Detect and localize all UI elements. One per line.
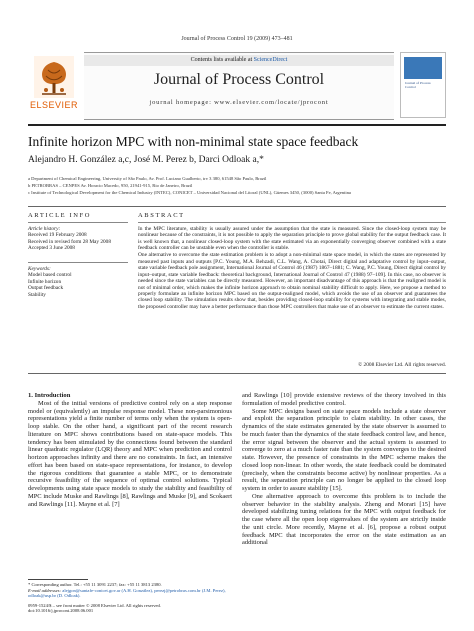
keyword-item: Infinite horizon — [28, 278, 62, 285]
article-title: Infinite horizon MPC with non-minimal state space feedback — [28, 134, 359, 149]
email-addresses[interactable]: alejgon@santafe-conicet.gov.ar (A.H. González), perezj@petrobras.com.br (J.M. Perez), odloak@usp.br (D. Odloak). — [28, 587, 226, 599]
abstract-heading: ABSTRACT — [138, 212, 185, 219]
article-info-rule — [28, 222, 128, 223]
email-label: E-mail addresses: — [28, 587, 63, 593]
abstract-bottom-rule — [28, 373, 446, 374]
affiliation-b: b PETROBRAS – CENPES Av. Horacio Macedo, 950, 21941-915, Rio de Janeiro, Brazil — [28, 183, 193, 188]
sciencedirect-link[interactable]: ScienceDirect — [253, 57, 288, 63]
keyword-item: Stability — [28, 291, 46, 298]
journal-homepage[interactable]: journal homepage: www.elsevier.com/locate/jprocont — [149, 99, 329, 106]
history-revised: Received in revised form 28 May 2008 — [28, 238, 111, 245]
abstract-copyright: © 2008 Elsevier Ltd. All rights reserved. — [358, 362, 446, 368]
affiliation-a: a Department of Chemical Engineering, University of São Paulo, Av. Prof. Luciano Gualberto, trv 3 380, 61548 São Paulo, Brazil — [28, 176, 267, 181]
history-label: Article history: — [28, 226, 61, 232]
history-received: Received 19 February 2008 — [28, 232, 87, 239]
corresponding-author-note: * Corresponding author. Tel.: +55 11 3091 2237; fax: +55 11 3813 2380. — [28, 582, 162, 587]
journal-citation: Journal of Process Control 19 (2009) 473–481 — [181, 36, 293, 42]
body-column-right — [242, 392, 446, 547]
journal-masthead — [84, 52, 394, 120]
article-history — [28, 226, 128, 252]
abstract-rule — [138, 222, 446, 223]
body-paragraph: and Rawlings [10] provide extensive reviews of the theory involved in this formulation of model predictive control. — [242, 392, 446, 407]
history-accepted: Accepted 3 June 2008 — [28, 245, 75, 252]
cover-title: Journal of Process Control — [405, 81, 431, 89]
affiliation-rule — [28, 206, 446, 207]
article-info-heading: ARTICLE INFO — [28, 212, 92, 219]
journal-banner — [28, 52, 446, 118]
abstract-paragraph: One alternative to overcome the state estimation problem is to adopt a non-minimal state space model, in which the states are represented by measured past inputs and outputs [P.C. Young, M.A. Behzadi, C.L. Wang, A. Chotai, Direct digital and adaptative control by input–output, state variable feedback pole assignment, International Journal of Control 46 (1987) 1867–1881; C. Wang, P.C. Young, Direct digital control by input–output, state variable feedback: theoretical background, International Journal of Control 47 (1988) 97–109]. In this case, no observer is needed since the state variables can be directly measured. However, an important disadvantage of this approach is that the realigned model is not of minimal order, which makes the infinite horizon approach to obtain nominal stability difficult to apply. Here, we propose a method to properly formulate an infinite horizon MPC based on the output-realigned model, which avoids the use of an observer and guarantees the closed loop stability. The simulation results show that, besides providing closed-loop stability for systems with integrating and stable modes, the proposed controller may have a better performance than those MPC controllers that make use of an observer to estimate the current states. — [138, 252, 446, 310]
doi-line[interactable]: doi:10.1016/j.jprocont.2008.06.001 — [28, 608, 94, 614]
publisher-name: ELSEVIER — [29, 100, 79, 110]
body-paragraph: Most of the initial versions of predictive control rely on a step response model or (equivalently) an impulse response model. These non-parsimonious representations yield a finite number of terms only when the system is open-loop stable. On the other hand, a significant part of the recent research literature on MPC shows contributions based on state-space models. This tendency has been stimulated by the connections found between the standard linear quadratic regulator (LQR) theory and MPC when prediction and control horizon approaches infinity and there are no constraints. In fact, an intensive effort has been based on state-space representations, for instance, to develop the rigorous conditions that guarantee a stable MPC, or to demonstrate recursive feasibility of the sequence of optimal control solutions. Typical developments using state space models to study the stability and feasibility of MPC include Muske and Rawlings [8], Rawlings and Muske [9], and Scokaert and Rawlings [11]. Mayne et al. [7] — [28, 399, 232, 508]
contents-prefix: Contents lists available at — [190, 57, 254, 63]
keyword-item: Output feedback — [28, 285, 64, 292]
article-authors: Alejandro H. González a,c, José M. Perez b, Darci Odloak a,* — [28, 155, 264, 165]
body-paragraph: Some MPC designs based on state space models include a state observer and exploit the separation principle to claim stability. In other cases, the dynamics of the state estimates generated by the state observer is assumed to be much faster than the dynamics of the state feedback control law, and hence, the error signal between the observer and the actual system is assumed to converge to zero at a much faster rate than the system converges to the desired state. However, the presence of constraints in the MPC scheme makes the closed loop non-linear. In other words, the state feedback could be dominated (precisely, when the constraints become active) by nonlinear properties. As a result, the separation principle can no longer be applied to the closed loop system in order to assure stability [15]. — [242, 407, 446, 492]
contents-line — [84, 55, 394, 66]
tree-icon — [34, 56, 74, 98]
issn-line: 0959-1524/$ – see front matter © 2008 Elsevier Ltd. All rights reserved. — [28, 602, 161, 608]
cover-band — [404, 57, 442, 79]
email-note — [28, 588, 234, 599]
abstract-paragraph: In the MPC literature, stability is usually assured under the assumption that the state is measured. Since the closed-loop system may be nonlinear because of the constraints, it is not possible to apply the separation principle to prove global stability for the output feedback case. It is well known that, a nonlinear closed-loop system with the state estimated via an exponentially converging observer combined with a state feedback controller can be unstable even when the controller is stable. — [138, 226, 446, 252]
keyword-item: Model based control — [28, 272, 72, 279]
header-rule — [28, 124, 446, 126]
affiliation-c: c Institute of Technological Development for the Chemical Industry (INTEC), CONICET – Universidad Nacional del Litoral (UNL), Güemes 3450, (3000) Santa Fe, Argentina — [28, 190, 351, 195]
abstract-body — [138, 226, 446, 311]
publisher-logo[interactable] — [28, 52, 80, 118]
body-column-left — [28, 392, 232, 508]
keywords-rule — [28, 262, 128, 263]
footnote-block — [28, 582, 234, 614]
keywords-block — [28, 266, 128, 298]
journal-cover-thumbnail[interactable] — [400, 52, 446, 118]
footnote-rule — [28, 579, 88, 580]
body-paragraph: One alternative approach to overcome this problem is to include the observer behavior in the stability analysis. Zheng and Morari [15] have developed stabilizing tuning relations for the MPC with output feedback for the case where all the open loop eigenvalues of the system are strictly inside the unit circle. More recently, Mayne et al. [6], propose a robust output feedback MPC that incorporates the error on the state estimation as an additional — [242, 492, 446, 547]
journal-title: Journal of Process Control — [153, 71, 325, 88]
keywords-label: Keywords: — [28, 266, 51, 272]
section-heading-introduction: 1. Introduction — [28, 392, 71, 399]
